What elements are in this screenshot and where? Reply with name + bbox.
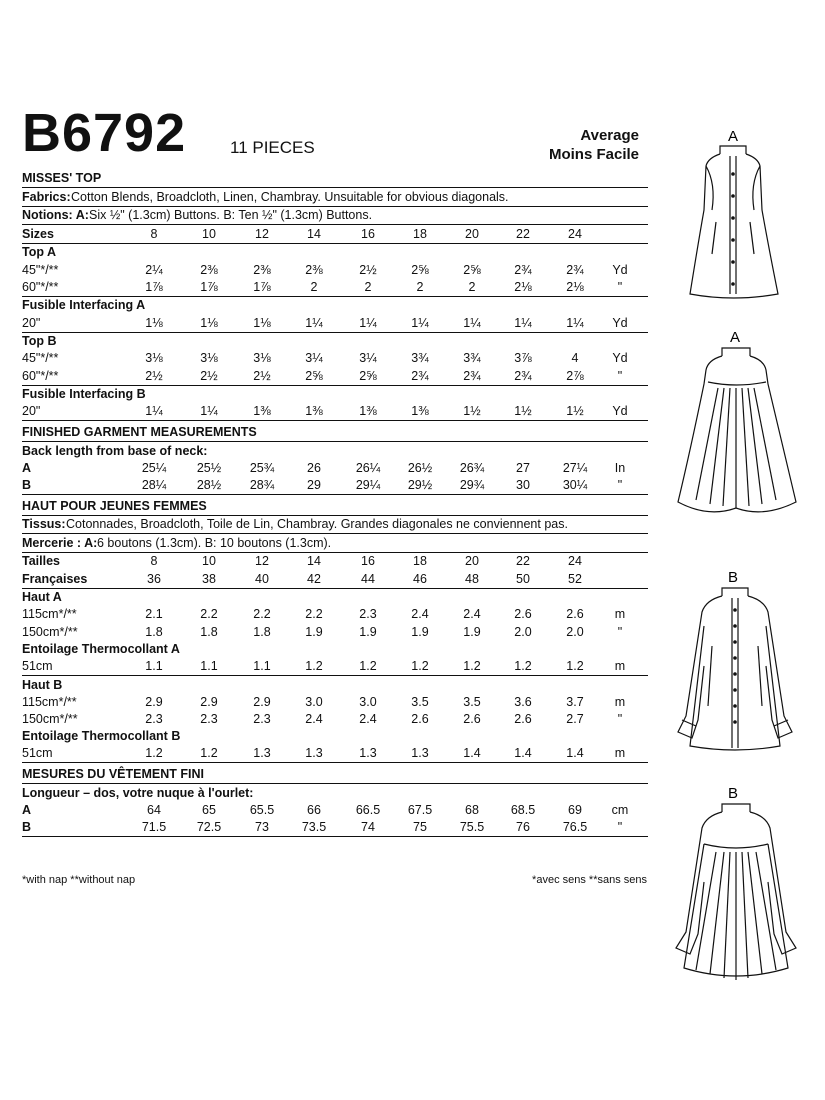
view-a-back-sketch xyxy=(668,322,808,522)
row-label: Entoilage Thermocollant A xyxy=(22,641,180,656)
cell-value: 2⅝ xyxy=(359,368,377,383)
chart-row xyxy=(22,443,648,460)
cell-value: 2.0 xyxy=(566,624,584,639)
cell-value: 3¼ xyxy=(305,351,323,366)
cell-value: 1.3 xyxy=(305,746,323,761)
cell-value: 3¾ xyxy=(463,351,481,366)
row-label: 51cm xyxy=(22,659,53,673)
cell-value: 1.1 xyxy=(253,659,271,673)
cell-value: 1.4 xyxy=(463,746,481,761)
cell-value: 2½ xyxy=(253,368,271,383)
cell-value: 66 xyxy=(307,802,321,817)
cell-value: 12 xyxy=(255,554,269,569)
cell-value: 76 xyxy=(516,820,530,834)
cell-value: 1⅜ xyxy=(359,404,377,419)
cell-value: 29 xyxy=(307,478,321,492)
chart-row xyxy=(22,589,648,606)
chart-row xyxy=(22,728,648,745)
cell-value: 69 xyxy=(568,802,582,817)
cell-value: 72.5 xyxy=(196,820,222,834)
cell-value: 1¼ xyxy=(200,404,218,419)
chart-row xyxy=(22,244,648,261)
cell-value: 1.3 xyxy=(359,746,377,761)
row-label: Entoilage Thermocollant B xyxy=(22,729,181,744)
row-label: FINISHED GARMENT MEASUREMENTS xyxy=(22,425,257,439)
cell-value: 2.6 xyxy=(566,607,584,622)
cell-value: 10 xyxy=(202,554,216,569)
cell-value: 4 xyxy=(571,351,579,366)
cell-value: 1.9 xyxy=(305,624,323,639)
cell-value: 29¾ xyxy=(459,478,485,492)
row-label: Françaises xyxy=(22,571,88,586)
cell-value: 3.6 xyxy=(514,694,532,709)
row-label: Back length from base of neck: xyxy=(22,443,208,458)
unit-label: m xyxy=(614,694,626,709)
cell-value: 2 xyxy=(416,279,424,294)
cell-value: 29¼ xyxy=(355,478,381,492)
footnote-french: *avec sens **sans sens xyxy=(532,874,647,886)
cell-value: 20 xyxy=(465,554,479,569)
chart-row xyxy=(22,571,648,589)
row-label: MESURES DU VÊTEMENT FINI xyxy=(22,767,204,781)
chart-row xyxy=(22,658,648,676)
cell-value: 3.5 xyxy=(411,694,429,709)
cell-value: 16 xyxy=(361,226,375,241)
unit-label: m xyxy=(614,746,626,761)
cell-value: 40 xyxy=(255,571,269,586)
chart-row xyxy=(22,386,648,403)
cell-value: 2¾ xyxy=(566,262,584,277)
chart-row xyxy=(22,641,648,658)
cell-value: 64 xyxy=(147,802,161,817)
cell-value: 3.0 xyxy=(305,694,323,709)
cell-value: 1¼ xyxy=(145,404,163,419)
piece-count: 11 PIECES xyxy=(230,138,315,157)
chart-row xyxy=(22,535,648,553)
unit-label: Yd xyxy=(612,262,628,277)
row-label: 115cm*/** xyxy=(22,607,77,622)
cell-value: 68 xyxy=(465,802,479,817)
view-label: A xyxy=(730,329,741,346)
cell-value: 25¾ xyxy=(249,460,275,475)
cell-value: 2.9 xyxy=(145,694,163,709)
cell-value: 73.5 xyxy=(301,820,327,834)
cell-value: 3⅛ xyxy=(200,351,218,366)
row-label: Haut A xyxy=(22,590,62,605)
cell-value: 71.5 xyxy=(141,820,167,834)
row-label: 51cm xyxy=(22,746,53,761)
cell-value: 1.3 xyxy=(411,746,429,761)
cell-value: 3.7 xyxy=(566,694,584,709)
cell-value: 67.5 xyxy=(407,802,433,817)
cell-value: 1.1 xyxy=(200,659,218,673)
cell-value: 2½ xyxy=(200,368,218,383)
row-label: Tailles xyxy=(22,554,60,569)
cell-value: 1.2 xyxy=(359,659,377,673)
view-label: A xyxy=(728,128,739,145)
cell-value: 26¼ xyxy=(355,460,381,475)
chart-row xyxy=(22,226,648,244)
chart-row xyxy=(22,170,648,188)
cell-value: 1.2 xyxy=(200,746,218,761)
cell-value: 28½ xyxy=(196,478,222,492)
cell-value: 3⅞ xyxy=(514,351,532,366)
cell-value: 2½ xyxy=(359,262,377,277)
row-label: Tissus: xyxy=(22,517,66,532)
cell-value: 3¾ xyxy=(411,351,429,366)
view-b-front-sketch xyxy=(664,566,809,756)
cell-value: 27 xyxy=(516,460,530,475)
cell-value: 25¼ xyxy=(141,460,167,475)
chart-row xyxy=(22,711,648,728)
cell-value: 36 xyxy=(147,571,161,586)
unit-label: " xyxy=(617,478,623,492)
cell-value: 1½ xyxy=(514,404,532,419)
cell-value: 2¾ xyxy=(463,368,481,383)
unit-label: " xyxy=(617,712,623,726)
cell-value: 1.8 xyxy=(200,624,218,639)
cell-value: 1.4 xyxy=(566,746,584,761)
cell-value: 2⅞ xyxy=(566,368,584,383)
cell-value: 2⅝ xyxy=(411,262,429,277)
cell-value: 68.5 xyxy=(510,802,536,817)
cell-value: 2.4 xyxy=(305,712,323,726)
chart-row xyxy=(22,424,648,442)
cell-value: 1⅜ xyxy=(411,404,429,419)
cell-value: 1⅜ xyxy=(305,404,323,419)
chart-row xyxy=(22,477,648,495)
cell-value: 1⅞ xyxy=(200,279,218,294)
unit-label: Yd xyxy=(612,404,628,419)
cell-value: 1.2 xyxy=(514,659,532,673)
cell-value: 1¼ xyxy=(359,315,377,330)
chart-row xyxy=(22,460,648,477)
cell-value: 2.9 xyxy=(253,694,271,709)
row-label: MISSES' TOP xyxy=(22,171,102,185)
chart-row xyxy=(22,745,648,763)
cell-value: 2.4 xyxy=(411,607,429,622)
cell-value: 1.9 xyxy=(463,624,481,639)
chart-row xyxy=(22,403,648,421)
cell-value: 3.5 xyxy=(463,694,481,709)
cell-value: 2 xyxy=(310,279,318,294)
cell-value: 2.3 xyxy=(253,712,271,726)
chart-row xyxy=(22,516,648,534)
cell-value: 25½ xyxy=(196,460,222,475)
cell-value: 2¾ xyxy=(411,368,429,383)
row-label: 150cm*/** xyxy=(22,624,78,639)
cell-value: 3¼ xyxy=(359,351,377,366)
cell-value: 1⅜ xyxy=(253,404,271,419)
cell-value: 20 xyxy=(465,226,479,241)
row-label: Notions: A: xyxy=(22,208,89,223)
cell-value: 1¼ xyxy=(463,315,481,330)
chart-row xyxy=(22,553,648,570)
cell-value: 2⅜ xyxy=(305,262,323,277)
cell-value: 1.2 xyxy=(305,659,323,673)
view-label: B xyxy=(728,785,739,802)
cell-value: 26 xyxy=(307,460,321,475)
chart-row xyxy=(22,766,648,784)
cell-value: 18 xyxy=(413,554,427,569)
cell-value: 1⅞ xyxy=(253,279,271,294)
cell-value: 2.1 xyxy=(145,607,163,622)
cell-value: 2.4 xyxy=(463,607,481,622)
cell-value: 18 xyxy=(413,226,427,241)
cell-value: 38 xyxy=(202,571,216,586)
cell-value: 1⅛ xyxy=(200,315,218,330)
row-label: Top A xyxy=(22,245,57,260)
chart-row xyxy=(22,802,648,819)
view-b-back-sketch xyxy=(664,782,812,987)
cell-value: 2 xyxy=(364,279,372,294)
cell-value: 1.2 xyxy=(463,659,481,673)
row-text: Six ½" (1.3cm) Buttons. B: Ten ½" (1.3cm) Buttons. xyxy=(89,208,373,223)
chart-row xyxy=(22,279,648,297)
cell-value: 30 xyxy=(516,478,530,492)
cell-value: 2 xyxy=(468,279,476,294)
cell-value: 1.4 xyxy=(514,746,532,761)
unit-label: m xyxy=(614,607,626,622)
row-label: Longueur – dos, votre nuque à l'ourlet: xyxy=(22,785,254,800)
cell-value: 16 xyxy=(361,554,375,569)
cell-value: 48 xyxy=(465,571,479,586)
unit-label: Yd xyxy=(612,351,628,366)
chart-row xyxy=(22,262,648,279)
row-label: 115cm*/** xyxy=(22,694,77,709)
unit-label: cm xyxy=(611,802,629,817)
cell-value: 75 xyxy=(413,820,427,834)
pattern-number: B6792 xyxy=(22,103,187,163)
difficulty-rating xyxy=(549,126,639,164)
row-label: A xyxy=(22,802,32,817)
row-label: Mercerie : A: xyxy=(22,535,98,550)
row-label: Fusible Interfacing A xyxy=(22,298,146,313)
cell-value: 2⅛ xyxy=(514,279,532,294)
cell-value: 1¼ xyxy=(566,315,584,330)
cell-value: 2.6 xyxy=(514,607,532,622)
cell-value: 2⅛ xyxy=(566,279,584,294)
unit-label: In xyxy=(614,460,626,475)
cell-value: 26¾ xyxy=(459,460,485,475)
cell-value: 1.8 xyxy=(253,624,271,639)
row-text: 6 boutons (1.3cm). B: 10 boutons (1.3cm). xyxy=(97,535,332,550)
row-label: 60"*/** xyxy=(22,279,59,294)
row-text: Cotonnades, Broadcloth, Toile de Lin, Chambray. Grandes diagonales ne conviennent pas. xyxy=(66,517,568,532)
cell-value: 2.6 xyxy=(463,712,481,726)
cell-value: 1.8 xyxy=(145,624,163,639)
chart-row xyxy=(22,207,648,225)
cell-value: 24 xyxy=(568,554,582,569)
cell-value: 10 xyxy=(202,226,216,241)
unit-label: " xyxy=(617,820,623,834)
chart-row xyxy=(22,315,648,333)
cell-value: 73 xyxy=(255,820,269,834)
chart-row xyxy=(22,498,648,516)
cell-value: 1.2 xyxy=(145,746,163,761)
difficulty-english: Average xyxy=(580,127,639,144)
cell-value: 2⅝ xyxy=(305,368,323,383)
cell-value: 3⅛ xyxy=(253,351,271,366)
cell-value: 1.2 xyxy=(411,659,429,673)
cell-value: 1½ xyxy=(566,404,584,419)
cell-value: 1⅛ xyxy=(145,315,163,330)
cell-value: 1.1 xyxy=(145,659,163,673)
row-label: Fabrics: xyxy=(22,189,71,204)
cell-value: 74 xyxy=(361,820,375,834)
unit-label: " xyxy=(617,279,623,294)
row-label: 45"*/** xyxy=(22,262,59,277)
cell-value: 44 xyxy=(361,571,375,586)
cell-value: 3.0 xyxy=(359,694,377,709)
cell-value: 2½ xyxy=(145,368,163,383)
cell-value: 52 xyxy=(568,571,582,586)
chart-row xyxy=(22,606,648,623)
cell-value: 1½ xyxy=(463,404,481,419)
cell-value: 30¼ xyxy=(562,478,588,492)
chart-row xyxy=(22,368,648,386)
chart-row xyxy=(22,333,648,350)
cell-value: 1.9 xyxy=(359,624,377,639)
row-label: B xyxy=(22,820,32,834)
row-label: Sizes xyxy=(22,226,54,241)
row-label: 150cm*/** xyxy=(22,712,78,726)
chart-row xyxy=(22,677,648,694)
cell-value: 27¼ xyxy=(562,460,588,475)
cell-value: 2.0 xyxy=(514,624,532,639)
row-text: Cotton Blends, Broadcloth, Linen, Chambray. Unsuitable for obvious diagonals. xyxy=(71,189,509,204)
row-label: B xyxy=(22,478,32,492)
cell-value: 22 xyxy=(516,554,530,569)
chart-row xyxy=(22,350,648,367)
cell-value: 42 xyxy=(307,571,321,586)
row-label: 45"*/** xyxy=(22,351,59,366)
cell-value: 22 xyxy=(516,226,530,241)
unit-label: m xyxy=(614,659,626,673)
unit-label: Yd xyxy=(612,315,628,330)
cell-value: 2.3 xyxy=(359,607,377,622)
cell-value: 2¾ xyxy=(514,262,532,277)
cell-value: 2.2 xyxy=(253,607,271,622)
cell-value: 28¾ xyxy=(249,478,275,492)
row-label: 20" xyxy=(22,315,41,330)
cell-value: 1.2 xyxy=(566,659,584,673)
row-label: Fusible Interfacing B xyxy=(22,387,146,402)
cell-value: 2.6 xyxy=(514,712,532,726)
cell-value: 46 xyxy=(413,571,427,586)
cell-value: 65.5 xyxy=(249,802,275,817)
cell-value: 8 xyxy=(150,554,158,569)
chart-row xyxy=(22,694,648,711)
cell-value: 2.4 xyxy=(359,712,377,726)
cell-value: 28¼ xyxy=(141,478,167,492)
cell-value: 2.2 xyxy=(200,607,218,622)
cell-value: 24 xyxy=(568,226,582,241)
chart-row xyxy=(22,297,648,314)
cell-value: 50 xyxy=(516,571,530,586)
cell-value: 1⅛ xyxy=(253,315,271,330)
row-label: A xyxy=(22,460,32,475)
cell-value: 1.3 xyxy=(253,746,271,761)
view-label: B xyxy=(728,569,739,586)
cell-value: 2.7 xyxy=(566,712,584,726)
cell-value: 76.5 xyxy=(562,820,588,834)
chart-row xyxy=(22,189,648,207)
unit-label: " xyxy=(617,368,623,383)
cell-value: 66.5 xyxy=(355,802,381,817)
cell-value: 29½ xyxy=(407,478,433,492)
difficulty-french: Moins Facile xyxy=(548,146,639,163)
unit-label: " xyxy=(617,624,623,639)
row-label: HAUT POUR JEUNES FEMMES xyxy=(22,498,207,513)
cell-value: 2⅝ xyxy=(463,262,481,277)
cell-value: 2¾ xyxy=(514,368,532,383)
row-label: Haut B xyxy=(22,677,63,692)
cell-value: 14 xyxy=(307,554,321,569)
cell-value: 1.9 xyxy=(411,624,429,639)
cell-value: 1¼ xyxy=(305,315,323,330)
row-label: Top B xyxy=(22,334,57,349)
cell-value: 2.6 xyxy=(411,712,429,726)
cell-value: 14 xyxy=(307,226,321,241)
cell-value: 1⅞ xyxy=(145,279,163,294)
cell-value: 2⅜ xyxy=(253,262,271,277)
cell-value: 2.3 xyxy=(200,712,218,726)
cell-value: 3⅛ xyxy=(145,351,163,366)
cell-value: 2.9 xyxy=(200,694,218,709)
cell-value: 2.2 xyxy=(305,607,323,622)
chart-row xyxy=(22,819,648,837)
cell-value: 12 xyxy=(255,226,269,241)
chart-row xyxy=(22,624,648,641)
row-label: 20" xyxy=(22,404,41,419)
cell-value: 2.3 xyxy=(145,712,163,726)
cell-value: 2¼ xyxy=(145,262,163,277)
cell-value: 2⅜ xyxy=(200,262,218,277)
cell-value: 65 xyxy=(202,802,216,817)
cell-value: 1¼ xyxy=(514,315,532,330)
chart-row xyxy=(22,785,648,802)
view-a-front-sketch xyxy=(668,124,798,304)
cell-value: 75.5 xyxy=(459,820,485,834)
footnote-english: *with nap **without nap xyxy=(22,874,136,886)
row-label: 60"*/** xyxy=(22,368,59,383)
cell-value: 1¼ xyxy=(411,315,429,330)
cell-value: 8 xyxy=(150,226,158,241)
cell-value: 26½ xyxy=(407,460,433,475)
